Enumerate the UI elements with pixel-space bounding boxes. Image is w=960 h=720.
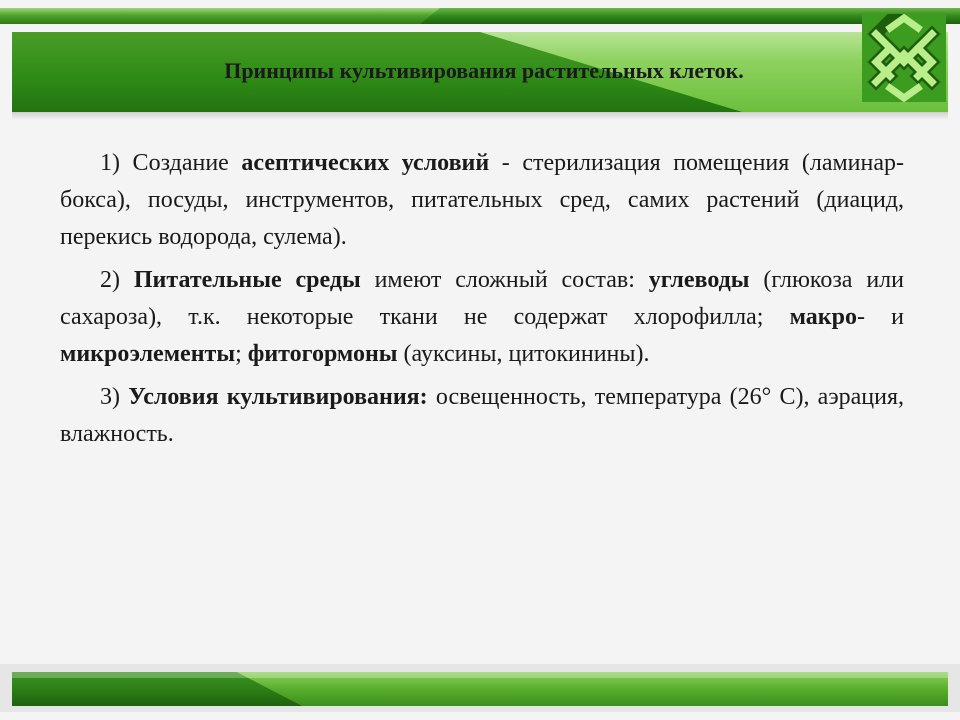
bold-run: Питательные среды (133, 267, 361, 293)
text-run: имеют сложный состав: (360, 267, 649, 293)
slide-title (0, 58, 960, 84)
paragraph-conditions (60, 379, 904, 453)
bold-run: фитогормоны (247, 341, 398, 367)
slide-title-text: Принципы культивирования растительных клеток. (224, 58, 744, 83)
bold-run: Условия культивирования: (128, 384, 428, 410)
text-run: освещенность, температура (26° С), аэрация, влажность. (60, 384, 905, 447)
text-run: 2) (100, 267, 134, 293)
bold-run: макро (789, 304, 857, 330)
text-run: (ауксины, цитокинины). (397, 341, 650, 367)
bold-run: асептических условий (241, 150, 490, 176)
paragraph-aseptic (60, 145, 904, 256)
text-run: (глюкоза или сахароза), т.к. некоторые ткани не содержат хлорофилла; (60, 267, 904, 330)
title-shadow (12, 112, 948, 120)
bold-run: микроэлементы (60, 341, 236, 367)
text-run: ; (235, 341, 248, 367)
content-body (60, 145, 904, 459)
text-run: 3) (100, 384, 129, 410)
text-run: 1) Создание (100, 150, 242, 176)
text-run: - стерилизация помещения (ламинар-бокса), посуды, инструментов, питательных сред, самих растений (диацид, перекись водорода, сулема). (60, 150, 905, 250)
text-run: - и (856, 304, 904, 330)
celtic-knot-icon (862, 14, 946, 102)
bold-run: углеводы (648, 267, 750, 293)
paragraph-media (60, 262, 904, 373)
bottom-decor-gloss (12, 672, 948, 678)
